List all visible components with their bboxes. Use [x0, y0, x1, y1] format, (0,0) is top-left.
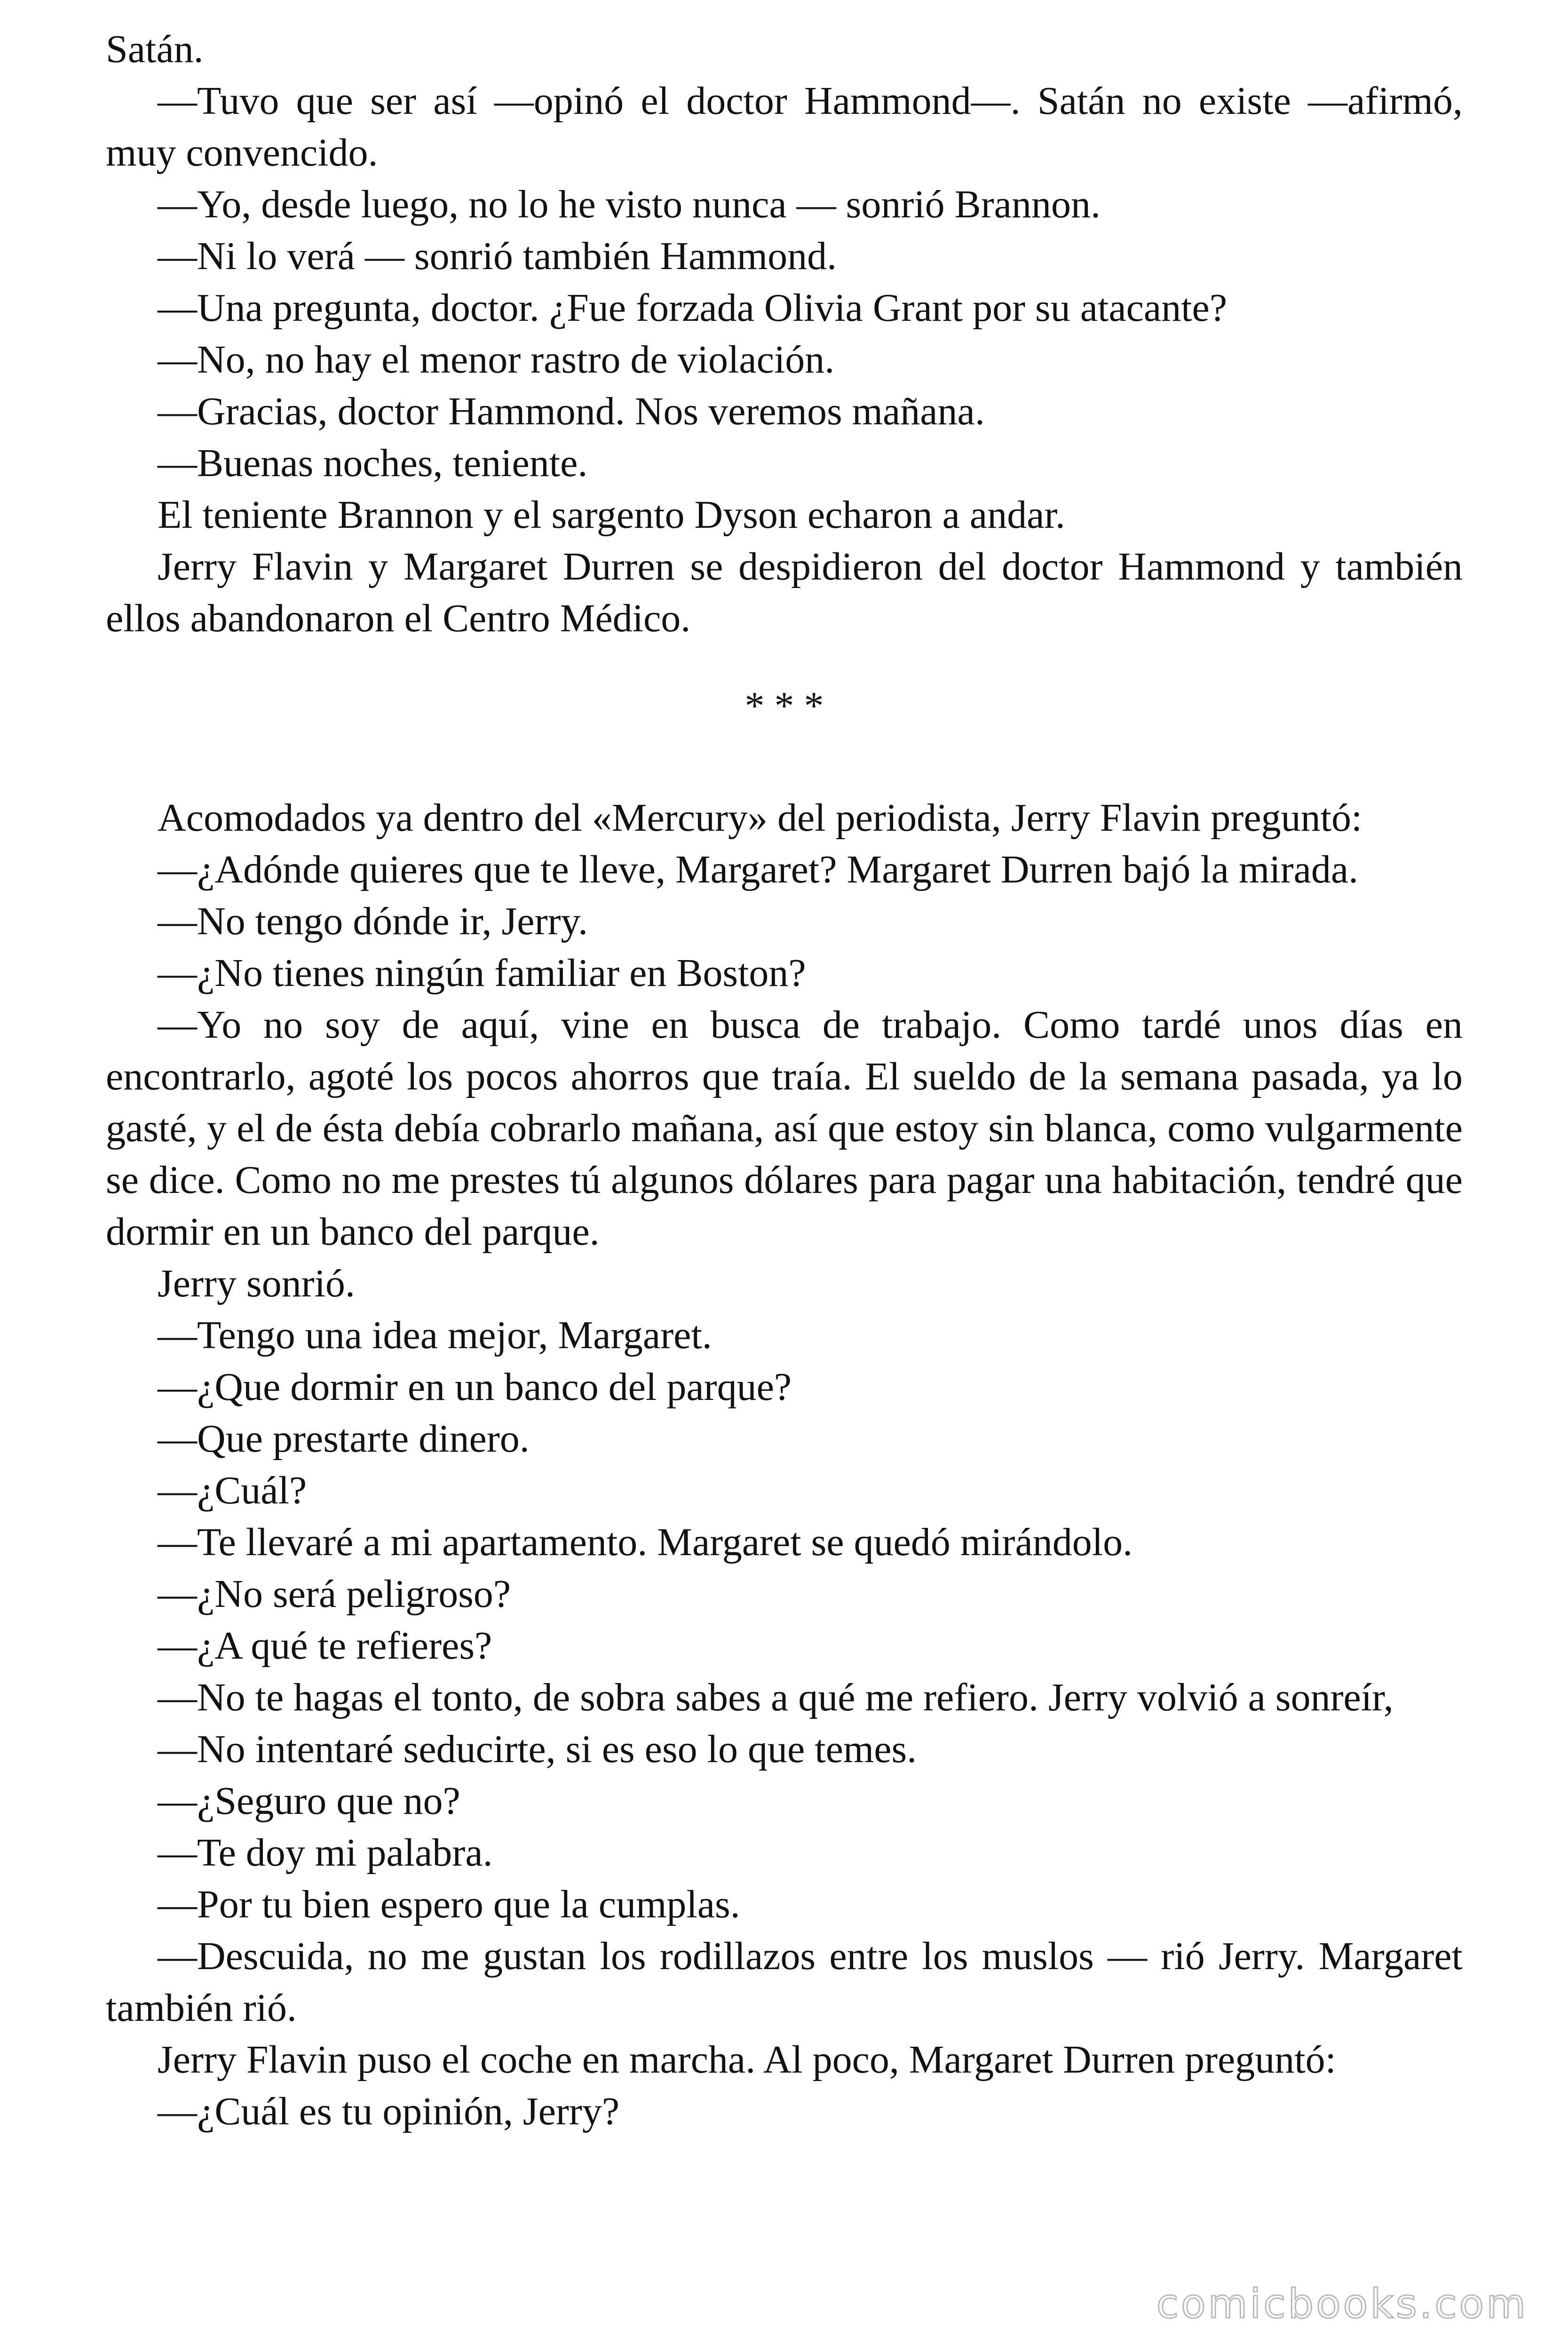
paragraph: —Por tu bien espero que la cumplas. — [158, 1883, 740, 1926]
paragraph: —¿Adónde quieres que te lleve, Margaret? Margaret Durren bajó la mirada. — [158, 848, 1359, 891]
paragraph: —No te hagas el tonto, de sobra sabes a qué me refiero. Jerry volvió a sonreír, — [158, 1676, 1394, 1719]
paragraph: Jerry Flavin puso el coche en marcha. Al poco, Margaret Durren preguntó: — [158, 2038, 1336, 2082]
paragraph: Acomodados ya dentro del «Mercury» del periodista, Jerry Flavin preguntó: — [158, 796, 1362, 840]
paragraph: —Ni lo verá — sonrió también Hammond. — [158, 234, 837, 278]
paragraph: Satán. — [106, 27, 204, 71]
paragraph: —Tuvo que ser así —opinó el doctor Hammond—. Satán no existe —afirmó, muy convencido. — [106, 79, 1463, 175]
paragraph: —Buenas noches, teniente. — [158, 441, 588, 485]
paragraph: —Yo no soy de aquí, vine en busca de trabajo. Como tardé unos días en encontrarlo, agoté los pocos ahorros que traía. El sueldo de la semana pasada, ya lo gasté, y el de ésta debía cobrarlo mañana, así que estoy sin blanca, como vulgarmente se dice. Como no me prestes tú algunos dólares para pagar una habitación, tendré que dormir en un banco del parque. — [106, 1003, 1463, 1254]
paragraph: —No intentaré seducirte, si es eso lo que temes. — [158, 1727, 917, 1771]
paragraph: —¿Que dormir en un banco del parque? — [158, 1365, 792, 1409]
paragraph: —Descuida, no me gustan los rodillazos entre los muslos — rió Jerry. Margaret también rió. — [106, 1934, 1463, 2030]
paragraph: Jerry sonrió. — [158, 1262, 355, 1305]
paragraph: —Yo, desde luego, no lo he visto nunca — sonrió Brannon. — [158, 183, 1101, 226]
paragraph: Jerry Flavin y Margaret Durren se despidieron del doctor Hammond y también ellos abandonaron el Centro Médico. — [106, 545, 1463, 640]
paragraph: —Te doy mi palabra. — [158, 1831, 493, 1875]
paragraph: —Te llevaré a mi apartamento. Margaret se quedó mirándolo. — [158, 1520, 1133, 1564]
paragraph: —¿A qué te refieres? — [158, 1624, 492, 1668]
paragraph: El teniente Brannon y el sargento Dyson echaron a andar. — [158, 493, 1065, 537]
paragraph: —¿Seguro que no? — [158, 1779, 460, 1823]
paragraph: —Que prestarte dinero. — [158, 1417, 530, 1461]
paragraph: —¿No será peligroso? — [158, 1572, 511, 1616]
paragraph: —Gracias, doctor Hammond. Nos veremos mañana. — [158, 389, 985, 433]
paragraph: —No, no hay el menor rastro de violación. — [158, 338, 835, 381]
paragraph: —Una pregunta, doctor. ¿Fue forzada Olivia Grant por su atacante? — [158, 286, 1227, 330]
paragraph: —¿Cuál? — [158, 1469, 307, 1512]
paragraph: —No tengo dónde ir, Jerry. — [158, 899, 588, 943]
book-page — [106, 24, 1463, 2137]
scene-separator: * * * — [744, 684, 824, 728]
paragraph: —¿Cuál es tu opinión, Jerry? — [158, 2090, 620, 2133]
paragraph: —¿No tienes ningún familiar en Boston? — [158, 951, 806, 995]
watermark: comicbooks.com — [1156, 2280, 1528, 2328]
text-section-top — [106, 24, 1463, 644]
paragraph: —Tengo una idea mejor, Margaret. — [158, 1313, 712, 1357]
text-section-bottom — [106, 792, 1463, 2137]
